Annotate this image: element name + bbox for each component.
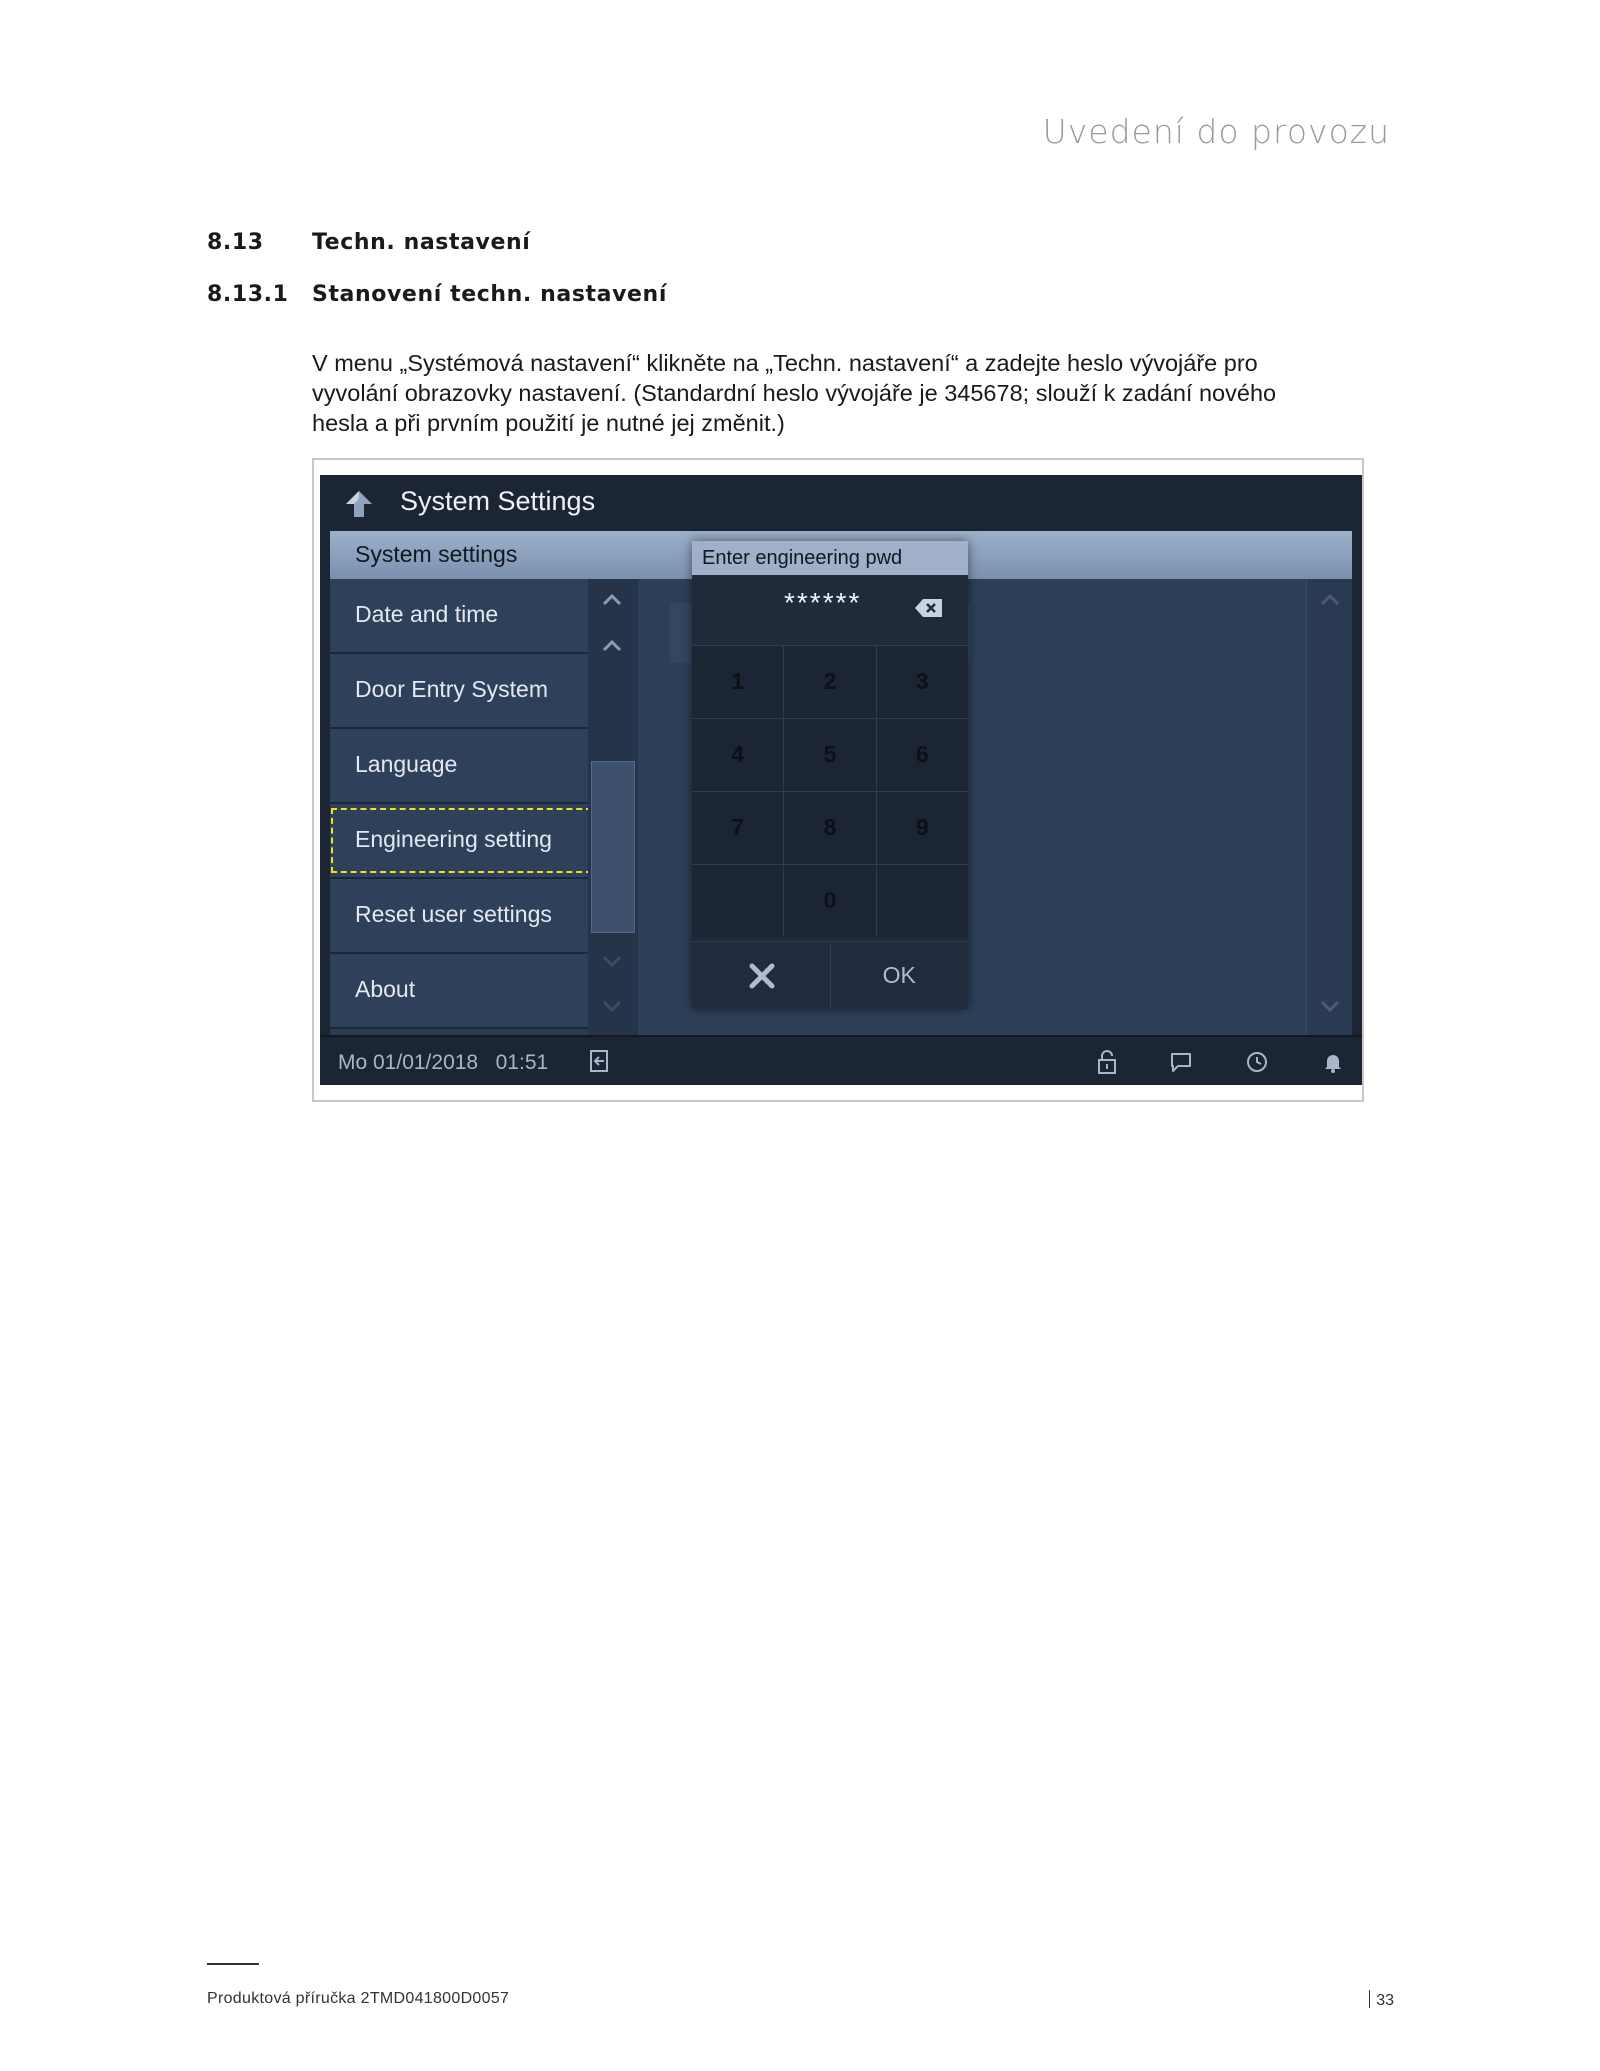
title-bar (320, 475, 1362, 531)
menu-item-label: Door Entry System (355, 676, 548, 702)
password-mask: ****** (784, 587, 862, 618)
ok-button[interactable] (831, 942, 969, 1009)
key-6[interactable] (877, 719, 968, 791)
status-datetime (338, 1051, 548, 1075)
bell-icon[interactable] (1320, 1049, 1346, 1075)
key-1[interactable] (692, 646, 784, 718)
screenshot-figure (312, 458, 1364, 1102)
key-label: 4 (731, 741, 745, 767)
cancel-button[interactable] (692, 942, 831, 1009)
key-label: 2 (823, 668, 837, 694)
status-bar (320, 1035, 1362, 1085)
key-label: 7 (731, 814, 745, 840)
status-date: Mo 01/01/2018 (338, 1051, 479, 1074)
key-label: 1 (731, 668, 745, 694)
dialog-title: Enter engineering pwd (702, 547, 903, 569)
chevron-down-icon[interactable] (601, 954, 623, 968)
dialog-actions (692, 941, 968, 1009)
backspace-icon[interactable] (914, 597, 944, 619)
chevron-up-icon[interactable] (601, 593, 623, 607)
lock-icon[interactable] (1094, 1049, 1120, 1075)
intro-paragraph: V menu „Systémová nastavení“ klikněte na „Techn. nastavení“ a zadejte heslo vývojáře pro vyvolání obrazovky nastavení. (Standardní heslo vývojáře je 345678; slouží k zadání nového hesla a při prvním použití je nutné jej změnit.) (312, 350, 1277, 436)
menu-item-label: Engineering setting (355, 826, 552, 852)
subsection-title: Stanovení techn. nastavení (312, 282, 667, 307)
running-header: Uvedení do provozu (1042, 112, 1390, 151)
section-heading (207, 230, 530, 255)
menu-item-engineering-setting[interactable] (330, 804, 588, 879)
menu-item-label: Date and time (355, 601, 499, 627)
footer-doc-title: Produktová příručka 2TMD041800D0057 (207, 1990, 510, 2007)
scroll-thumb[interactable] (591, 761, 635, 933)
chevron-up-icon[interactable] (601, 639, 623, 653)
window-title: System Settings (400, 486, 596, 516)
settings-menu (330, 579, 588, 1029)
key-label: 3 (915, 668, 929, 694)
footer-divider (1369, 1990, 1370, 2008)
menu-item-door-entry-system[interactable] (330, 654, 588, 729)
password-dialog (692, 541, 968, 1009)
menu-item-about[interactable] (330, 954, 588, 1029)
key-empty (877, 865, 968, 937)
key-7[interactable] (692, 792, 784, 864)
back-arrow-icon[interactable] (342, 487, 376, 521)
ok-label: OK (882, 962, 916, 988)
key-label: 9 (915, 814, 929, 840)
status-time: 01:51 (495, 1051, 549, 1074)
key-empty (692, 865, 784, 937)
footer-page (1369, 1990, 1394, 2010)
section-number: 8.13 (207, 230, 264, 255)
content-scrollbar[interactable] (1306, 579, 1352, 1035)
menu-item-label: Reset user settings (355, 901, 552, 927)
menu-item-date-and-time[interactable] (330, 579, 588, 654)
menu-item-label: Language (355, 751, 458, 777)
close-icon (748, 962, 776, 990)
panel-title: System settings (355, 541, 518, 567)
key-label: 8 (823, 814, 837, 840)
password-field[interactable] (692, 575, 968, 645)
key-5[interactable] (784, 719, 876, 791)
chevron-down-icon[interactable] (1319, 999, 1341, 1013)
menu-item-reset-user-settings[interactable] (330, 879, 588, 954)
subsection-number: 8.13.1 (207, 282, 289, 307)
key-3[interactable] (877, 646, 968, 718)
footer-rule (207, 1963, 259, 1965)
history-icon[interactable] (1244, 1049, 1270, 1075)
menu-item-label: About (355, 976, 416, 1002)
chevron-down-icon[interactable] (601, 999, 623, 1013)
key-2[interactable] (784, 646, 876, 718)
message-icon[interactable] (1168, 1049, 1194, 1075)
menu-scrollbar[interactable] (588, 579, 638, 1035)
menu-item-language[interactable] (330, 729, 588, 804)
key-0[interactable] (784, 865, 876, 937)
keypad (692, 645, 968, 937)
key-9[interactable] (877, 792, 968, 864)
chevron-up-icon[interactable] (1319, 593, 1341, 607)
key-label: 0 (823, 887, 837, 913)
key-label: 6 (915, 741, 929, 767)
exit-icon[interactable] (588, 1049, 610, 1073)
key-8[interactable] (784, 792, 876, 864)
subsection-heading (207, 282, 667, 307)
device-screen (320, 475, 1362, 1085)
section-title: Techn. nastavení (312, 230, 531, 255)
key-label: 5 (823, 741, 837, 767)
dialog-header (692, 541, 968, 575)
key-4[interactable] (692, 719, 784, 791)
page-number: 33 (1376, 1992, 1394, 2009)
